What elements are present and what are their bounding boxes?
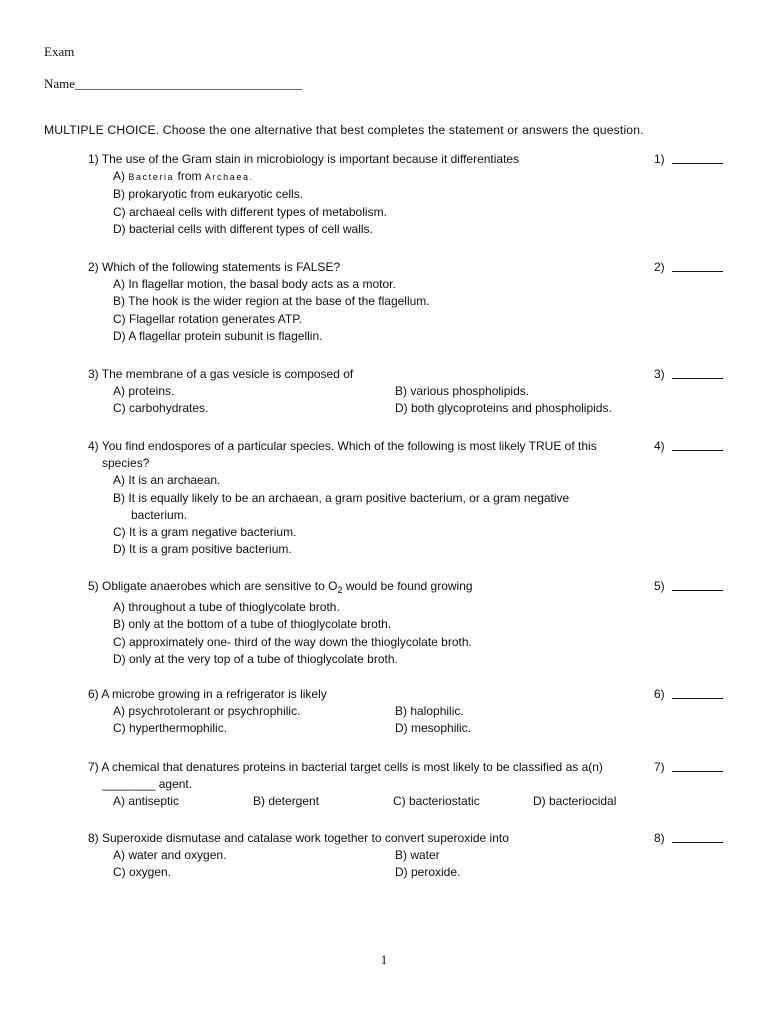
option-d: D) peroxide. bbox=[395, 865, 461, 880]
question-stem: 3) The membrane of a gas vesicle is composed of bbox=[88, 367, 354, 381]
question-4 bbox=[88, 438, 728, 558]
option-b: B) halophilic. bbox=[395, 704, 464, 719]
option-a: A) throughout a tube of thioglycolate broth. bbox=[113, 600, 340, 615]
option-c: C) hyperthermophilic. bbox=[113, 721, 228, 736]
answer-blank[interactable] bbox=[672, 378, 723, 379]
option-b: B) various phospholipids. bbox=[395, 384, 530, 399]
option-a: A) It is an archaean. bbox=[113, 473, 221, 488]
option-c: C) It is a gram negative bacterium. bbox=[113, 525, 297, 540]
option-d: D) bacteriocidal bbox=[533, 794, 617, 809]
answer-number-label: 5) bbox=[654, 579, 665, 593]
option-a: A) Bacteria from Archaea. bbox=[113, 169, 254, 184]
answer-number-label: 8) bbox=[654, 831, 665, 845]
option-b: B) only at the bottom of a tube of thioglycolate broth. bbox=[113, 617, 392, 632]
option-d: D) both glycoproteins and phospholipids. bbox=[395, 401, 612, 416]
option-d: D) It is a gram positive bacterium. bbox=[113, 542, 292, 557]
question-stem: 1) The use of the Gram stain in microbiology is important because it differentiates bbox=[88, 152, 520, 166]
option-c: C) carbohydrates. bbox=[113, 401, 209, 416]
answer-number-label: 3) bbox=[654, 367, 665, 381]
question-3 bbox=[88, 366, 728, 418]
option-a: A) In flagellar motion, the basal body acts as a motor. bbox=[113, 277, 396, 292]
exam-title: Exam bbox=[44, 44, 75, 59]
option-b: B) It is equally likely to be an archaean, a gram positive bacterium, or a gram negative bbox=[113, 490, 570, 505]
option-c: C) archaeal cells with different types of metabolism. bbox=[113, 204, 387, 219]
question-stem: 4) You find endospores of a particular species. Which of the following is most likely TRUE of this bbox=[88, 439, 597, 453]
name-field-label: Name___________________________________ bbox=[44, 76, 303, 91]
answer-number-label: 1) bbox=[654, 152, 665, 166]
option-d: D) A flagellar protein subunit is flagellin. bbox=[113, 328, 323, 343]
answer-number-label: 6) bbox=[654, 687, 665, 701]
option-c: C) Flagellar rotation generates ATP. bbox=[113, 311, 302, 326]
question-stem-continued: ________ agent. bbox=[102, 777, 193, 792]
answer-number-label: 4) bbox=[654, 439, 665, 453]
question-1 bbox=[88, 151, 728, 238]
option-a: A) proteins. bbox=[113, 384, 175, 399]
option-d: D) only at the very top of a tube of thioglycolate broth. bbox=[113, 651, 398, 666]
answer-blank[interactable] bbox=[672, 271, 723, 272]
option-b: B) detergent bbox=[253, 794, 320, 809]
option-c: C) bacteriostatic bbox=[393, 794, 480, 809]
option-b: B) The hook is the wider region at the base of the flagellum. bbox=[113, 294, 430, 309]
answer-blank[interactable] bbox=[672, 842, 723, 843]
option-d: D) bacterial cells with different types of cell walls. bbox=[113, 221, 373, 236]
question-7 bbox=[88, 759, 728, 811]
answer-blank[interactable] bbox=[672, 590, 723, 591]
question-stem: 2) Which of the following statements is FALSE? bbox=[88, 260, 341, 274]
question-stem: 6) A microbe growing in a refrigerator is likely bbox=[88, 687, 327, 701]
question-2 bbox=[88, 259, 728, 345]
question-stem: 8) Superoxide dismutase and catalase work together to convert superoxide into bbox=[88, 831, 509, 845]
question-stem: 7) A chemical that denatures proteins in bacterial target cells is most likely to be classified as a(n) bbox=[88, 760, 603, 774]
option-a: A) antiseptic bbox=[113, 794, 180, 809]
question-8 bbox=[88, 830, 728, 882]
option-a: A) psychrotolerant or psychrophilic. bbox=[113, 704, 301, 719]
option-c: C) approximately one- third of the way down the thioglycolate broth. bbox=[113, 634, 472, 649]
instructions: MULTIPLE CHOICE. Choose the one alternative that best completes the statement or answers the question. bbox=[44, 123, 644, 137]
option-b: B) prokaryotic from eukaryotic cells. bbox=[113, 187, 304, 202]
page-number: 1 bbox=[380, 952, 388, 967]
answer-blank[interactable] bbox=[672, 450, 723, 451]
option-c: C) oxygen. bbox=[113, 865, 172, 880]
question-stem: 5) Obligate anaerobes which are sensitive to $O_2$ would be found growing bbox=[88, 579, 473, 595]
answer-blank[interactable] bbox=[672, 698, 723, 699]
option-a: A) water and oxygen. bbox=[113, 848, 227, 863]
option-b: B) water bbox=[395, 848, 440, 863]
answer-number-label: 7) bbox=[654, 760, 665, 774]
answer-number-label: 2) bbox=[654, 260, 665, 274]
question-stem-continued: species? bbox=[102, 456, 150, 471]
question-5 bbox=[88, 578, 728, 668]
option-d: D) mesophilic. bbox=[395, 721, 472, 736]
question-6 bbox=[88, 686, 728, 738]
answer-blank[interactable] bbox=[672, 771, 723, 772]
answer-blank[interactable] bbox=[672, 163, 723, 164]
option-b-continued: bacterium. bbox=[131, 507, 188, 522]
